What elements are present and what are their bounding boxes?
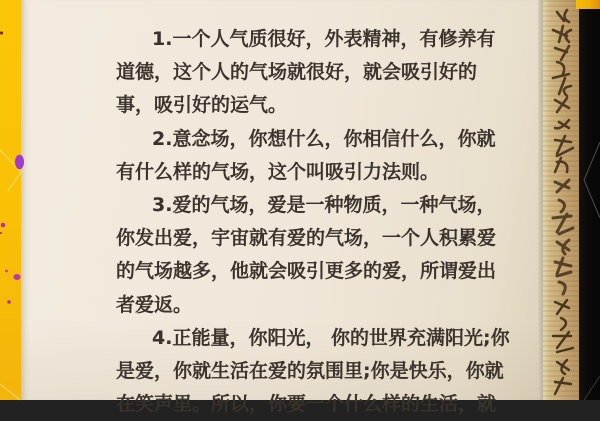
text-line: 的气场越多，他就会吸引更多的爱，所谓爱出 <box>116 260 497 283</box>
book-page <box>21 0 541 416</box>
text-line: 有什么样的气场，这个叫吸引力法则。 <box>116 160 440 183</box>
corner-yellow-band <box>576 0 600 9</box>
text-line: 4.正能量，你阳光， 你的世界充满阳光;你 <box>152 326 510 349</box>
fold-line-decoration <box>579 0 600 400</box>
calligraphy-scroll-strip <box>543 0 581 400</box>
text-line: 2.意念场，你想什么，你相信什么，你就 <box>152 127 496 150</box>
text-line: 在笑声里。所以，你要一个什么样的生活，就 <box>116 393 497 416</box>
text-line: 者爱返。 <box>116 293 193 316</box>
quote-text-block <box>116 23 510 421</box>
text-line: 是爱，你就生活在爱的氛围里;你是快乐，你就 <box>116 359 504 382</box>
text-line: 1.一个人气质很好，外表精神，有修养有 <box>152 28 496 50</box>
text-line: 道德，这个人的气场就很好，就会吸引好的 <box>116 61 478 84</box>
left-yellow-stripe <box>0 0 21 400</box>
text-line: 你发出爱，宇宙就有爱的气场，一个人积累爱 <box>116 227 497 250</box>
text-line: 事，吸引好的运气。 <box>116 94 288 117</box>
calligraphy-strokes <box>543 0 581 400</box>
paint-splatter-icon <box>0 0 21 400</box>
dark-background-panel <box>579 0 600 400</box>
text-line: 3.爱的气场，爱是一种物质，一种气场， <box>152 193 496 216</box>
